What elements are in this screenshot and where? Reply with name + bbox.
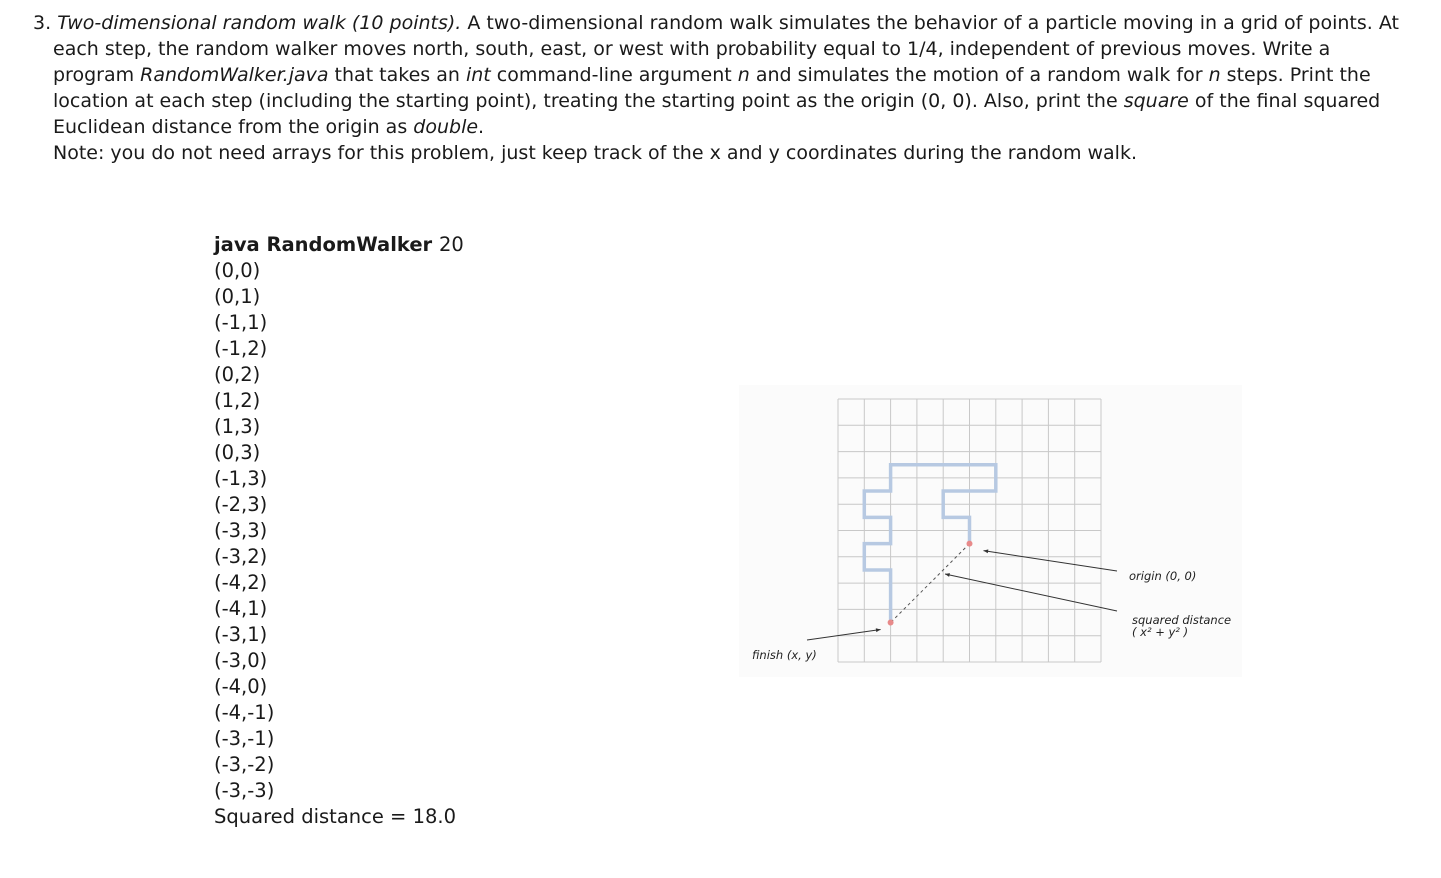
output-line: (-3,3) [214,519,268,542]
problem-text-segment: and simulates the motion of a random walk for [749,64,1209,86]
output-line: (-3,-3) [214,779,275,802]
output-line: (0,3) [214,441,261,464]
output-line: (-3,1) [214,623,268,646]
sample-session [214,232,464,830]
formula-label: ( x² + y² ) [1132,625,1189,639]
problem-title: Two-dimensional random walk (10 points). [57,12,462,34]
output-line: (-3,-1) [214,727,275,750]
command-text: java RandomWalker [214,233,433,256]
arrows [807,549,1117,640]
origin-label: origin (0, 0) [1129,569,1197,583]
problem-text-segment: . [478,116,485,138]
output-line: (-3,2) [214,545,268,568]
walk-path [864,465,996,623]
result-line: Squared distance = 18.0 [214,805,457,828]
output-line: (0,1) [214,285,261,308]
problem-text-segment: that takes an [328,64,466,86]
problem-text-segment: int [465,64,491,86]
problem-text-segment: double [413,116,479,138]
output-line: (-4,2) [214,571,268,594]
output-line: (-1,2) [214,337,268,360]
output-line: (-1,1) [214,311,268,334]
squared-distance-arrow-head [945,573,950,577]
finish-point [888,620,894,626]
output-line: (-4,-1) [214,701,275,724]
problem-paragraph [33,10,1413,140]
output-line: (0,2) [214,363,261,386]
finish-label: finish (x, y) [752,648,817,662]
output-lines [214,258,464,804]
problem-text-segment: square [1123,90,1189,112]
output-line: (-4,0) [214,675,268,698]
output-line: (-3,0) [214,649,268,672]
problem-text-segment: n [737,64,750,86]
finish-arrow [807,630,881,640]
problem-text-segment: steps. Print the location at each step (including the starting point), treating the starting point as the origin (0, 0). Also, print the [53,64,1371,112]
output-line: (-2,3) [214,493,268,516]
squared-distance-label: squared distance [1132,613,1232,627]
problem-note: Note: you do not need arrays for this problem, just keep track of the x and y coordinates during the random walk. [53,142,1137,164]
problem-text-segment: of the final squared Euclidean distance from the origin as [53,90,1381,138]
output-line: (-1,3) [214,467,268,490]
command-line [214,232,464,258]
finish-arrow-head [876,628,881,632]
random-walk-figure [739,385,1242,677]
problem-text-segment: command-line argument [490,64,738,86]
output-line: (-4,1) [214,597,268,620]
problem-text-segment: A two-dimensional random walk simulates the behavior of a particle moving in a grid of points. At each step, the random walker moves north, south, east, or west with probability equal to 1/4, independent of previous moves. Write a program [53,12,1399,86]
problem-text-segment: n [1208,64,1221,86]
output-line: (0,0) [214,259,261,282]
output-line: (-3,-2) [214,753,275,776]
command-argument: 20 [438,233,464,256]
origin-arrow [984,551,1118,571]
origin-point [967,541,973,547]
output-line: (1,3) [214,415,261,438]
squared-distance-arrow [945,574,1117,611]
origin-arrow-head [984,549,989,553]
output-line: (1,2) [214,389,261,412]
problem-text-segment: RandomWalker.java [140,64,329,86]
problem-number: 3. [33,12,52,34]
problem-statement [33,10,1413,166]
